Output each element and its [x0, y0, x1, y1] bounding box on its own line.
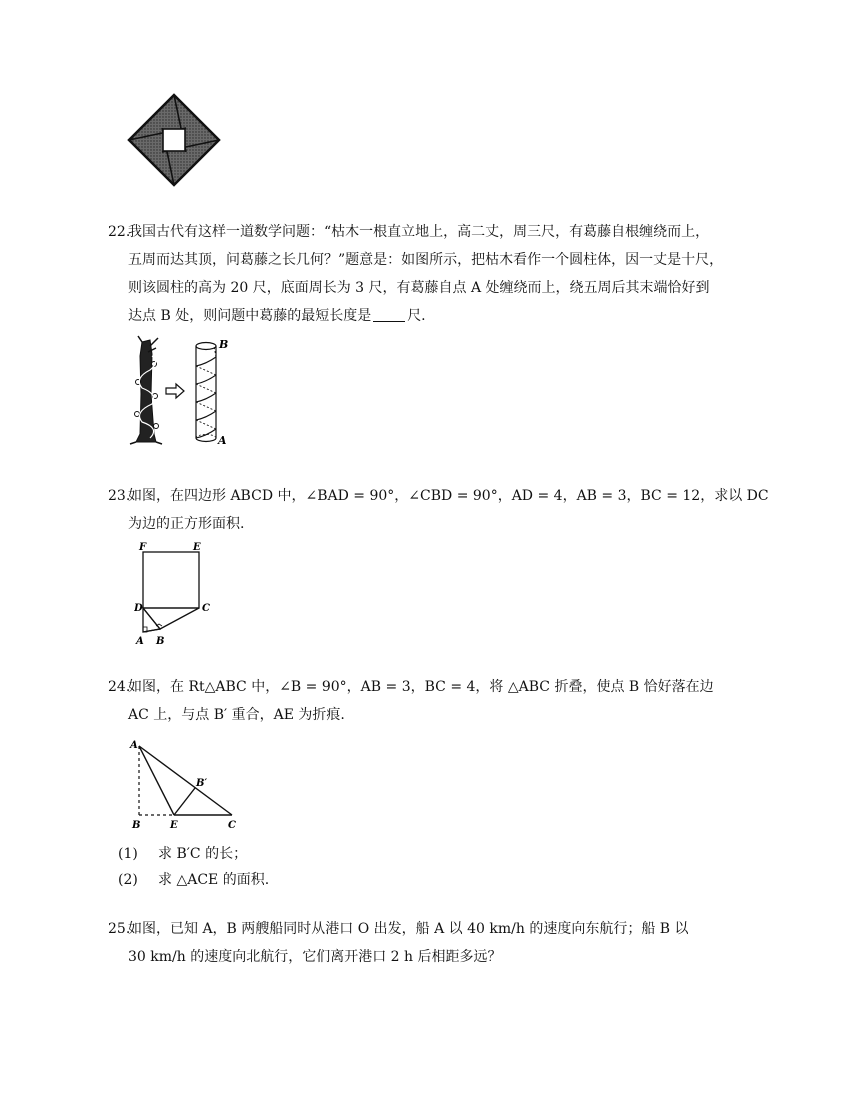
answer-blank[interactable] [373, 307, 405, 322]
question-text-line: 则该圆柱的高为 20 尺，底面周长为 3 尺，有葛藤自点 A 处缠绕而上，绕五周后其末端恰好到 [128, 280, 710, 296]
point-label: E [170, 820, 178, 831]
question-text-line: 如图，在 Rt△ABC 中，∠B = 90°，AB = 3，BC = 4，将 △ABC 折叠，使点 B 恰好落在边 [128, 679, 714, 695]
question-number: 24. [108, 679, 131, 695]
tree-cylinder-figure [126, 334, 236, 448]
sub-question-1 [118, 840, 247, 868]
point-label: B [156, 636, 165, 646]
point-label: B [132, 820, 141, 831]
question-text-line: 五周而达其顶，问葛藤之长几何？”题意是：如图所示，把枯木看作一个圆柱体，因一丈是十尺， [128, 252, 724, 268]
point-label: A [218, 434, 227, 447]
pinwheel-square-figure [126, 92, 222, 188]
question-25 [108, 915, 768, 971]
question-number: 23. [108, 488, 131, 504]
point-label: A [130, 740, 138, 751]
question-text-line: 我国古代有这样一道数学问题：“枯木一根直立地上，高二丈，周三尺，有葛藤自根缠绕而上， [128, 224, 710, 240]
point-label: D [134, 603, 143, 614]
question-text-line: 如图，在四边形 ABCD 中，∠BAD = 90°，∠CBD = 90°，AD = 4，AB = 3，BC = 12，求以 DC [128, 488, 769, 504]
sub-question-2 [118, 866, 269, 894]
point-label: B′ [196, 778, 208, 789]
sub-question-number: (2) [118, 872, 138, 888]
question-text-line: 达点 B 处，则问题中葛藤的最短长度是 尺. [128, 308, 426, 324]
point-label: F [139, 542, 147, 553]
question-text-line: 30 km/h 的速度向北航行，它们离开港口 2 h 后相距多远？ [128, 949, 502, 965]
question-number: 22. [108, 224, 131, 240]
point-label: E [193, 542, 201, 553]
point-label: A [136, 636, 144, 646]
square-quadrilateral-figure [134, 538, 224, 646]
sub-question-text: 求 △ACE 的面积. [158, 872, 270, 888]
question-22 [108, 218, 768, 330]
question-24 [108, 673, 768, 729]
sub-question-text: 求 B′C 的长； [158, 846, 248, 862]
sub-question-number: (1) [118, 846, 138, 862]
folded-triangle-figure [128, 736, 242, 832]
point-label: C [228, 820, 236, 831]
point-label: B [219, 338, 229, 351]
question-text-line: 为边的正方形面积. [128, 516, 245, 532]
point-label: C [202, 603, 210, 614]
question-number: 25. [108, 921, 131, 937]
question-text-line: 如图，已知 A，B 两艘船同时从港口 O 出发，船 A 以 40 km/h 的速度向东航行；船 B 以 [128, 921, 689, 937]
question-23 [108, 482, 768, 538]
question-text-line: AC 上，与点 B′ 重合，AE 为折痕. [128, 707, 345, 723]
